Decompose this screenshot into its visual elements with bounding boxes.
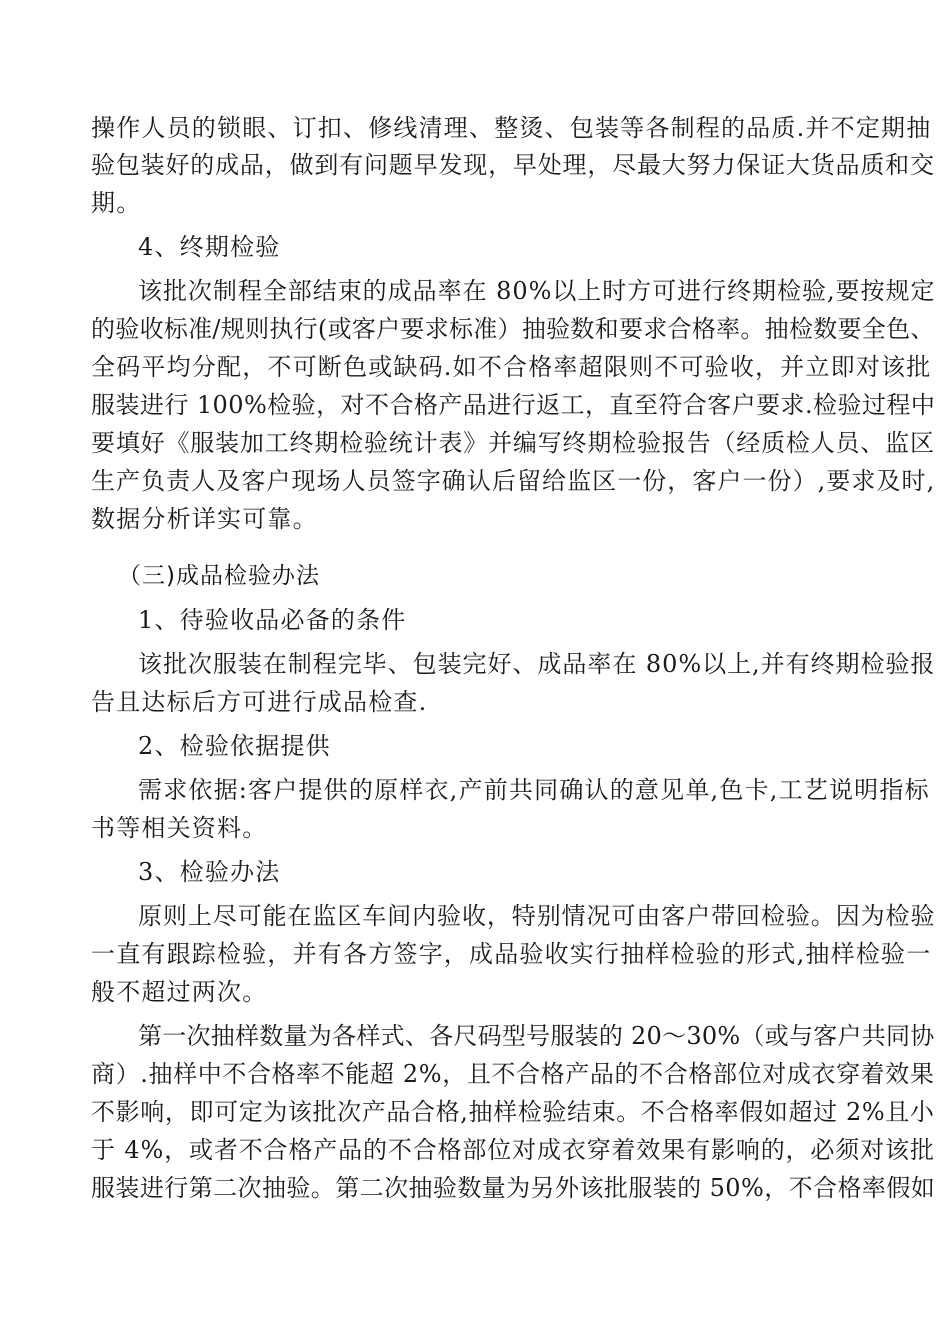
section-heading: 4、终期检验 <box>138 233 281 261</box>
paragraph-line: 数据分析详实可靠。 <box>91 505 318 533</box>
section-heading: 2、检验依据提供 <box>138 732 331 760</box>
paragraph-line: 告且达标后方可进行成品检查. <box>91 688 428 716</box>
paragraph-line: 验包装好的成品，做到有问题早发现，早处理，尽最大努力保证大货品质和交 <box>91 151 935 179</box>
section-heading: 1、待验收品必备的条件 <box>138 606 407 634</box>
paragraph-line: 书等相关资料。 <box>91 814 268 842</box>
paragraph-line: 该批次制程全部结束的成品率在 80%以上时方可进行终期检验,要按规定 <box>138 277 936 305</box>
paragraph-line: 服装进行 100%检验，对不合格产品进行返工，直至符合客户要求.检验过程中 <box>91 391 936 419</box>
paragraph-line: 操作人员的锁眼、订扣、修线清理、整烫、包装等各制程的品质.并不定期抽 <box>91 114 932 142</box>
paragraph-line: 般不超过两次。 <box>91 978 268 1006</box>
paragraph-line: 不影响，即可定为该批次产品合格,抽样检验结束。不合格率假如超过 2%且小 <box>91 1098 935 1126</box>
paragraph-line: 第一次抽样数量为各样式、各尺码型号服装的 20～30%（或与客户共同协 <box>138 1022 935 1050</box>
paragraph-line: 一直有跟踪检验，并有各方签字，成品验收实行抽样检验的形式,抽样检验一 <box>91 940 932 968</box>
paragraph-line: 服装进行第二次抽验。第二次抽验数量为另外该批服装的 50%，不合格率假如 <box>91 1174 936 1202</box>
paragraph-line: 原则上尽可能在监区车间内验收，特别情况可由客户带回检验。因为检验 <box>138 902 936 930</box>
paragraph-line: 商）.抽样中不合格率不能超 2%，且不合格产品的不合格部位对成衣穿着效果 <box>91 1060 935 1088</box>
paragraph-line: 要填好《服装加工终期检验统计表》并编写终期检验报告（经质检人员、监区 <box>91 429 935 457</box>
paragraph-line: 于 4%，或者不合格产品的不合格部位对成衣穿着效果有影响的，必须对该批 <box>91 1136 935 1164</box>
section-heading: 3、检验办法 <box>138 858 281 886</box>
paragraph-line: 需求依据:客户提供的原样衣,产前共同确认的意见单,色卡,工艺说明指标 <box>138 776 930 804</box>
paragraph-line: 全码平均分配，不可断色或缺码.如不合格率超限则不可验收，并立即对该批 <box>91 353 932 381</box>
paragraph-line: 该批次服装在制程完毕、包装完好、成品率在 80%以上,并有终期检验报 <box>138 650 936 678</box>
chapter-heading: （三)成品检验办法 <box>118 563 320 589</box>
paragraph-line: 的验收标准/规则执行(或客户要求标准）抽验数和要求合格率。抽检数要全色、 <box>91 315 935 343</box>
paragraph-line: 期。 <box>91 189 142 217</box>
paragraph-line: 生产负责人及客户现场人员签字确认后留给监区一份，客户一份）,要求及时, <box>91 467 936 495</box>
